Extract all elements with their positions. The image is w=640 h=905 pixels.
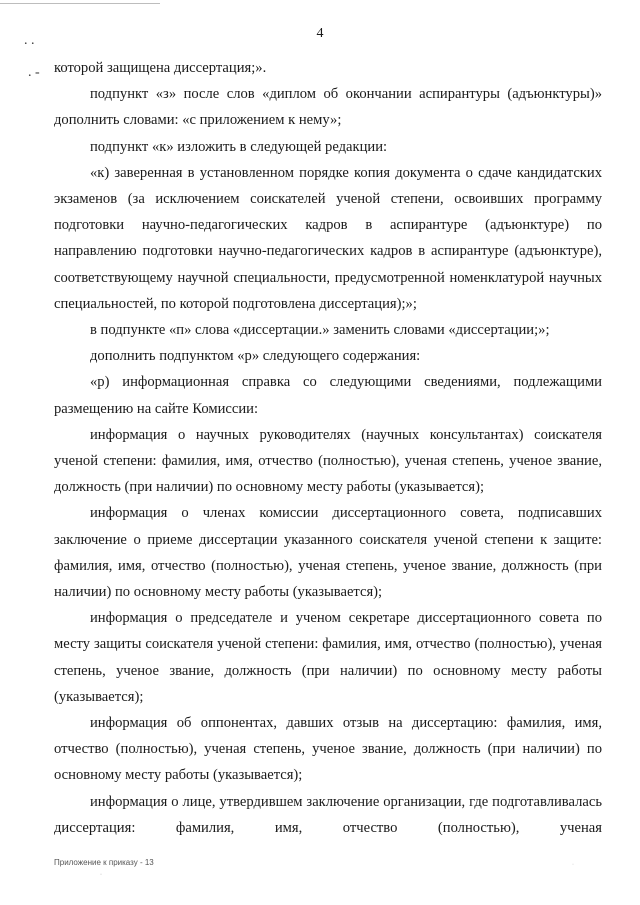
document-body (54, 55, 602, 841)
paragraph: подпункт «к» изложить в следующей редакции: (90, 138, 388, 155)
paragraph: «к) заверенная в установленном порядке копия документа о сдаче кандидатских экзаменов (за исключением соискателей ученой степени, освоивших программу подготовки научно-педагогических кадров в аспирантуре (адъюнктуре) по направлению подготовки научно-педагогических кадров в аспирантуре (адъюнктуре), соответствующему научной специальности, предусмотренной номенклатурой научных специальностей, по которой подготовлена диссертация);»; (54, 164, 602, 312)
paragraph: информация о председателе и ученом секретаре диссертационного совета по месту защиты соискателя ученой степени: фамилия, имя, отчество (полностью), ученая степень, ученое звание, должность (при наличии) по основному месту работы (указывается); (54, 610, 602, 705)
paragraph: подпункт «з» после слов «диплом об окончании аспирантуры (адъюнктуры)» дополнить словами: «с приложением к нему»; (54, 86, 602, 129)
paragraph: информация о лице, утвердившем заключение организации, где подготавливалась диссертация: фамилия, имя, отчество (полностью), ученая (54, 793, 602, 836)
paragraph: «р) информационная справка со следующими сведениями, подлежащими размещению на сайте Комиссии: (54, 374, 602, 417)
paragraph: дополнить подпунктом «р» следующего содержания: (90, 348, 421, 365)
paragraph: информация о членах комиссии диссертационного совета, подписавших заключение о приеме диссертации указанного соискателя ученой степени к защите: фамилия, имя, отчество (полностью), ученая степень, ученое звание, должность (при наличии) по основному месту работы (указывается); (54, 505, 602, 601)
paragraph: информация об оппонентах, давших отзыв на диссертацию: фамилия, имя, отчество (полностью), ученая степень, ученое звание, должность (при наличии) по основному месту работы (указывается); (54, 715, 602, 784)
scan-artifact-dots: . - (28, 65, 40, 80)
scan-artifact-dots: . . (24, 33, 35, 48)
paragraph: в подпункте «п» слова «диссертации.» заменить словами «диссертации;»; (90, 322, 550, 339)
scan-artifact-mark: · (100, 872, 102, 878)
scan-top-line (0, 0, 160, 4)
scan-artifact-mark: · (572, 862, 574, 868)
page-number: 4 (316, 26, 324, 41)
paragraph: информация о научных руководителях (научных консультантах) соискателя ученой степени: фамилия, имя, отчество (полностью), ученая степень, ученое звание, должность (при наличии) по основному месту работы (указывается); (54, 426, 602, 496)
footer-note: Приложение к приказу - 13 (54, 858, 154, 867)
paragraph: которой защищена диссертация;». (54, 60, 267, 76)
